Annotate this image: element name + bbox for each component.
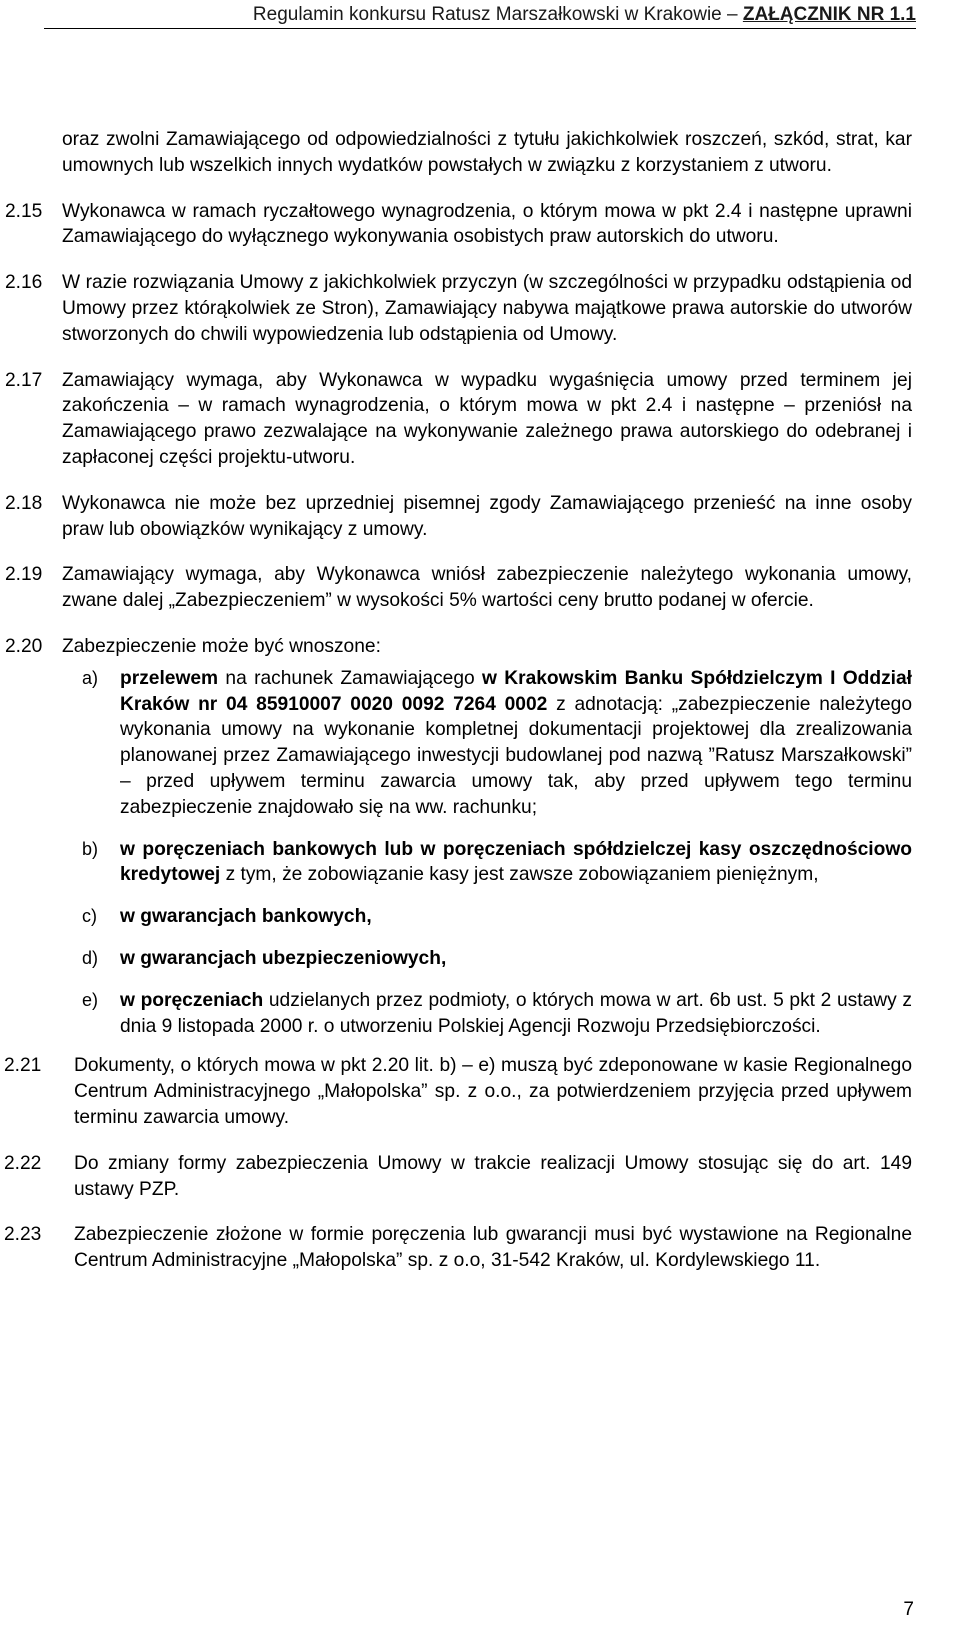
paragraph-continuation: oraz zwolni Zamawiającego od odpowiedzialności z tytułu jakichkolwiek roszczeń, szkód, strat, kar umownych lub wszelkich innych wydatków powstałych w związku z korzystaniem z utworu. [62,129,912,176]
paragraph-text: Zabezpieczenie złożone w formie poręczenia lub gwarancji musi być wystawione na Regionalne Centrum Administracyjne „Małopolska” sp. z o.o, 31-542 Kraków, ul. Kordylewskiego 11. [74,1224,912,1272]
header-title: Regulamin konkursu Ratusz Marszałkowski w Krakowie [252,4,722,25]
paragraph-2-19 [5,562,912,614]
header-rule [44,28,916,29]
list-item-text [120,988,912,1040]
list-item-text [120,837,912,889]
bold-phrase: w gwarancjach ubezpieczeniowych, [120,947,447,969]
paragraph-number: 2.18 [5,492,43,514]
paragraph-number: 2.15 [5,200,43,222]
text-run: z tym, że zobowiązanie kasy jest zawsze zobowiązaniem pieniężnym, [220,864,819,886]
list-letter: d) [82,947,99,968]
paragraph-2-22 [4,1151,912,1203]
paragraph-2-20 [5,634,912,660]
list-item-text [120,666,912,821]
header-separator: – [721,4,743,25]
list-letter: e) [82,989,99,1010]
page-number: 7 [903,1599,914,1620]
paragraph-text: Zamawiający wymaga, aby Wykonawca w wypadku wygaśnięcia umowy przed terminem jej zakończenia – w ramach wynagrodzenia, o którym mowa w pkt 2.4 i następne – przeniósł na Zamawiającego prawo zezwalające na wykonywanie zależnego prawa autorskiego do odebranej i zapłaconej części projektu-utworu. [62,369,912,468]
paragraph-text: Wykonawca nie może bez uprzedniej pisemnej zgody Zamawiającego przenieść na inne osoby praw lub obowiązków wynikający z umowy. [62,492,912,540]
document-body [4,127,913,1294]
bank-account: w Krakowskim Banku Spółdzielczym I Oddział Kraków nr 04 85910007 0020 0092 7264 0002 [120,667,912,715]
list-item-text [120,946,912,972]
text-run: na rachunek Zamawiającego [218,667,483,689]
paragraph-number: 2.16 [5,272,43,294]
paragraph-number: 2.21 [4,1055,42,1077]
paragraph-2-23 [4,1222,912,1274]
paragraph-text: W razie rozwiązania Umowy z jakichkolwiek przyczyn (w szczególności w przypadku odstąpienia od Umowy przez którąkolwiek ze Stron), Zamawiający nabywa majątkowe prawa autorskie do utworów stworzonych do chwili wypowiedzenia lub odstąpienia od Umowy. [62,272,912,345]
list-letter: c) [82,906,97,927]
paragraph-number: 2.23 [4,1224,42,1246]
bold-phrase: w gwarancjach bankowych, [120,906,372,928]
text-run: z adnotacją: „zabezpieczenie należytego wykonania umowy na wykonanie kompletnej dokumentacji projektowej dla zrealizowania planowanej przez Zamawiającego inwestycji budowlanej pod nazwą ”Ratusz Marszałkowski” – przed upływem terminu zawarcia umowy tak, aby przed upływem tego terminu zabezpieczenie znajdowało się na ww. rachunku; [120,693,913,818]
page-header [44,4,916,26]
text-run: udzielanych przez podmioty, o których mowa w art. 6b ust. 5 pkt 2 ustawy z dnia 9 listopada 2000 r. o utworzeniu Polskiej Agencji Rozwoju Przedsiębiorczości. [120,989,912,1037]
bold-phrase: w poręczeniach bankowych lub w poręczeniach spółdzielczej kasy oszczędnościowo kredytowej [120,838,912,886]
header-attachment-label: ZAŁĄCZNIK NR 1.1 [742,4,916,25]
paragraph-2-16 [5,270,912,347]
paragraph-number: 2.20 [5,635,43,657]
bold-phrase: przelewem [120,667,219,689]
paragraph-text: Dokumenty, o których mowa w pkt 2.20 lit. b) – e) muszą być zdeponowane w kasie Regionalnego Centrum Administracyjnego „Małopolska” sp. z o.o., za potwierdzeniem przyjęcia przed upływem terminu zawarcia umowy. [74,1055,912,1128]
list-item-c [62,904,912,930]
paragraph-2-21 [4,1053,912,1130]
paragraph-2-15 [5,199,912,251]
paragraph-text: Zamawiający wymaga, aby Wykonawca wniósł zabezpieczenie należytego wykonania umowy, zwane dalej „Zabezpieczeniem” w wysokości 5% wartości ceny brutto podanej w ofercie. [62,564,912,612]
paragraph-text: Do zmiany formy zabezpieczenia Umowy w trakcie realizacji Umowy stosując się do art. 149 ustawy PZP. [74,1152,912,1200]
list-item-text [120,904,912,930]
list-item-d [62,946,912,972]
paragraph-text: Zabezpieczenie może być wnoszone: [62,635,381,657]
paragraph-text: Wykonawca w ramach ryczałtowego wynagrodzenia, o którym mowa w pkt 2.4 i następne uprawni Zamawiającego do wyłącznego wykonywania osobistych praw autorskich do utworu. [62,200,912,248]
paragraph-number: 2.17 [5,369,43,391]
list-item-b [62,837,912,889]
list-letter: b) [82,838,99,859]
paragraph-number: 2.19 [5,564,43,586]
list-item-a [62,666,912,821]
paragraph-2-18 [5,491,912,543]
list-item-e [62,988,912,1040]
list-letter: a) [82,667,99,688]
paragraph-2-17 [5,368,912,471]
bold-phrase: w poręczeniach [120,989,264,1011]
paragraph-number: 2.22 [4,1152,42,1174]
